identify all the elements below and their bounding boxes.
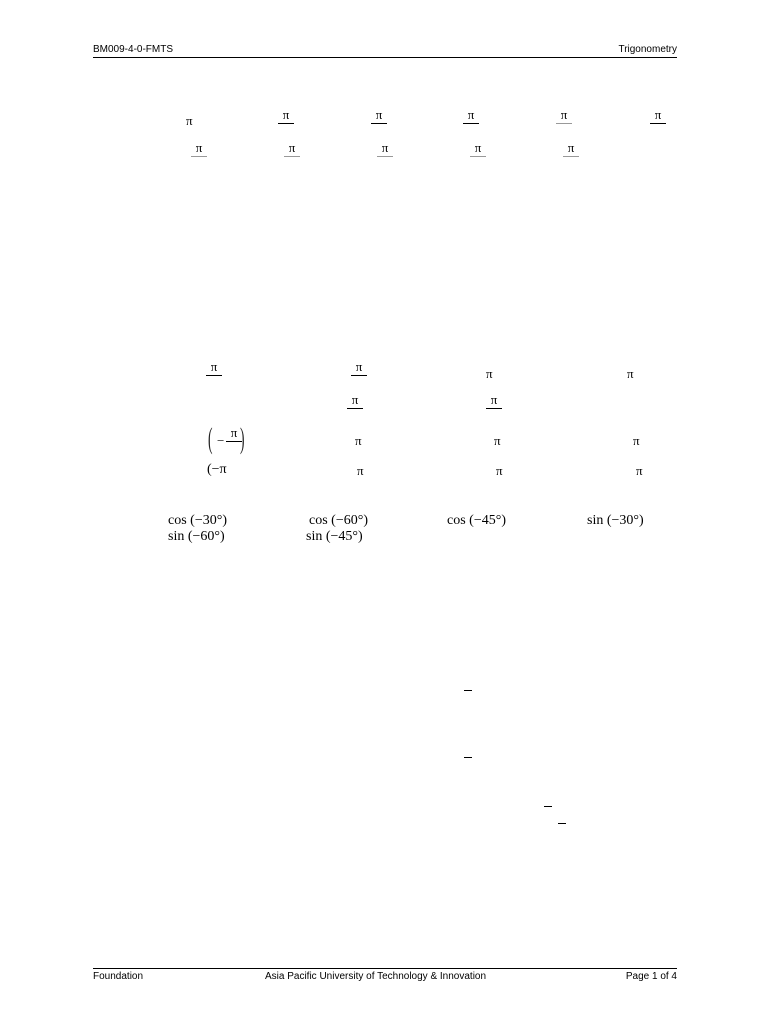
fraction-bar bbox=[650, 123, 666, 124]
fraction-bar bbox=[278, 123, 294, 124]
pi-fraction bbox=[371, 108, 387, 124]
fraction-bar bbox=[284, 156, 300, 157]
trig-expression: sin (−30°) bbox=[587, 513, 644, 528]
pi-numerator: π bbox=[282, 107, 290, 122]
pi-numerator: π bbox=[210, 359, 218, 374]
page-header bbox=[93, 44, 677, 58]
pi-fraction bbox=[278, 108, 294, 124]
fraction-bar bbox=[464, 757, 472, 758]
pi-fraction bbox=[206, 360, 222, 376]
fraction-bar bbox=[377, 156, 393, 157]
right-paren: ) bbox=[240, 422, 245, 455]
pi-fraction bbox=[191, 141, 207, 157]
pi-symbol: π bbox=[486, 366, 493, 381]
pi-numerator: π bbox=[355, 359, 363, 374]
pi-numerator: π bbox=[467, 107, 475, 122]
pi-numerator: π bbox=[474, 140, 482, 155]
pi-symbol: π bbox=[355, 433, 362, 448]
pi-fraction bbox=[377, 141, 393, 157]
fraction-bar bbox=[206, 375, 222, 376]
pi-fraction bbox=[284, 141, 300, 157]
pi-numerator: π bbox=[567, 140, 575, 155]
fraction-bar bbox=[371, 123, 387, 124]
pi-fraction bbox=[556, 108, 572, 124]
fraction-bar bbox=[563, 156, 579, 157]
pi-fraction bbox=[650, 108, 666, 124]
pi-numerator: π bbox=[288, 140, 296, 155]
pi-symbol: π bbox=[633, 433, 640, 448]
fraction-bar bbox=[486, 408, 502, 409]
page-footer bbox=[93, 968, 677, 985]
pi-symbol: π bbox=[496, 463, 503, 478]
pi-numerator: π bbox=[560, 107, 568, 122]
fraction-bar bbox=[347, 408, 363, 409]
pi-fraction bbox=[470, 141, 486, 157]
page-number: Page 1 of 4 bbox=[625, 971, 677, 982]
fraction-bar bbox=[558, 823, 566, 824]
pi-numerator: π bbox=[490, 392, 498, 407]
fraction-bar bbox=[191, 156, 207, 157]
fraction-bar bbox=[464, 690, 472, 691]
fraction-bar bbox=[351, 375, 367, 376]
pi-fraction bbox=[351, 360, 367, 376]
pi-fraction bbox=[463, 108, 479, 124]
trig-expression: cos (−45°) bbox=[447, 513, 506, 528]
document-code: BM009-4-0-FMTS bbox=[93, 44, 174, 55]
minus-sign: − bbox=[217, 433, 225, 448]
document-subject: Trigonometry bbox=[618, 44, 677, 55]
trig-expression: sin (−60°) bbox=[168, 529, 225, 544]
pi-numerator: π bbox=[195, 140, 203, 155]
fraction-bar bbox=[556, 123, 572, 124]
pi-numerator: π bbox=[654, 107, 662, 122]
trig-expression: cos (−30°) bbox=[168, 513, 227, 528]
negative-pi: (−π bbox=[207, 462, 227, 477]
pi-numerator: π bbox=[351, 392, 359, 407]
pi-numerator: π bbox=[230, 425, 238, 440]
fraction-bar bbox=[463, 123, 479, 124]
pi-symbol: π bbox=[494, 433, 501, 448]
pi-symbol: π bbox=[186, 113, 193, 128]
pi-fraction bbox=[563, 141, 579, 157]
pi-symbol: π bbox=[627, 366, 634, 381]
pi-numerator: π bbox=[381, 140, 389, 155]
footer-course: Foundation bbox=[93, 971, 144, 982]
left-paren: ( bbox=[208, 422, 213, 455]
pi-numerator: π bbox=[375, 107, 383, 122]
footer-institution: Asia Pacific University of Technology & Innovation bbox=[265, 971, 487, 982]
pi-symbol: π bbox=[636, 463, 643, 478]
fraction-bar bbox=[470, 156, 486, 157]
trig-expression: sin (−45°) bbox=[306, 529, 363, 544]
trig-expression: cos (−60°) bbox=[309, 513, 368, 528]
fraction-bar bbox=[544, 806, 552, 807]
pi-fraction bbox=[347, 393, 363, 409]
pi-fraction bbox=[486, 393, 502, 409]
pi-symbol: π bbox=[357, 463, 364, 478]
